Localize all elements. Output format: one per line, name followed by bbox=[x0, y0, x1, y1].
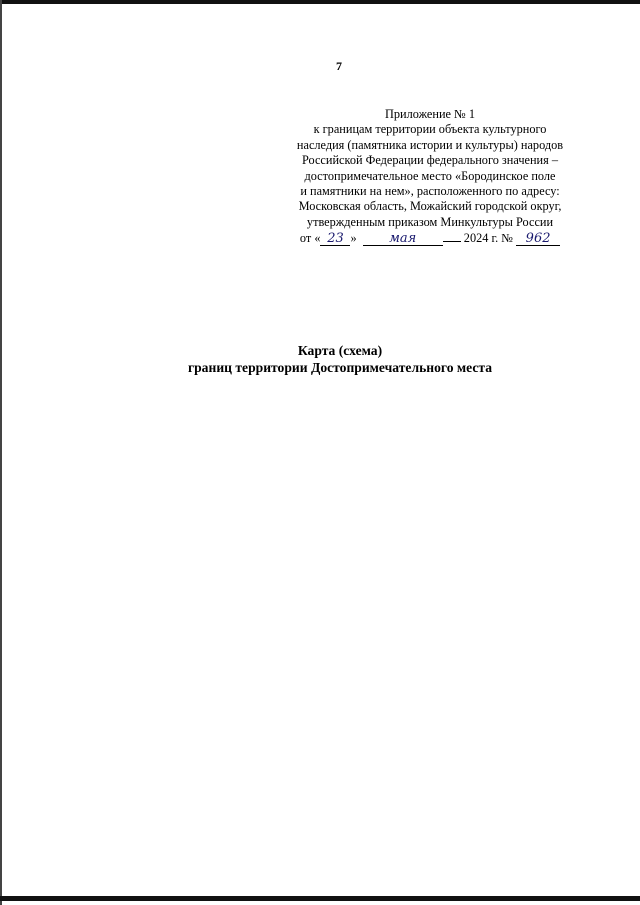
date-day-suffix: » bbox=[350, 231, 357, 246]
order-date-line bbox=[280, 230, 580, 246]
appendix-line: Московская область, Можайский городской округ, bbox=[298, 199, 562, 214]
appendix-line: утвержденным приказом Минкультуры России bbox=[306, 214, 554, 229]
date-day-handwritten: 23 bbox=[320, 232, 350, 246]
date-blank bbox=[443, 230, 461, 242]
title-line-2: границ территории Достопримечательного места bbox=[187, 360, 493, 375]
appendix-heading: Приложение № 1 bbox=[384, 107, 476, 121]
appendix-line: Российской Федерации федерального значения – bbox=[301, 153, 559, 168]
scan-edge-left bbox=[0, 0, 2, 905]
appendix-block bbox=[280, 107, 580, 247]
appendix-line: достопримечательное место «Бородинское поле bbox=[304, 168, 556, 183]
date-month-handwritten: мая bbox=[363, 232, 443, 246]
appendix-line: наследия (памятника истории и культуры) народов bbox=[296, 137, 564, 152]
scan-edge-top bbox=[0, 0, 640, 4]
page-number: 7 bbox=[336, 59, 342, 73]
appendix-line: к границам территории объекта культурного bbox=[313, 122, 547, 137]
order-number-handwritten: 962 bbox=[516, 232, 560, 246]
document-title bbox=[120, 342, 560, 376]
title-line-1: Карта (схема) bbox=[297, 343, 383, 358]
scan-edge-bottom bbox=[0, 896, 640, 901]
date-prefix: от « bbox=[299, 231, 321, 246]
date-year: 2024 г. № bbox=[463, 231, 514, 246]
appendix-line: и памятники на нем», расположенного по адресу: bbox=[300, 184, 560, 199]
